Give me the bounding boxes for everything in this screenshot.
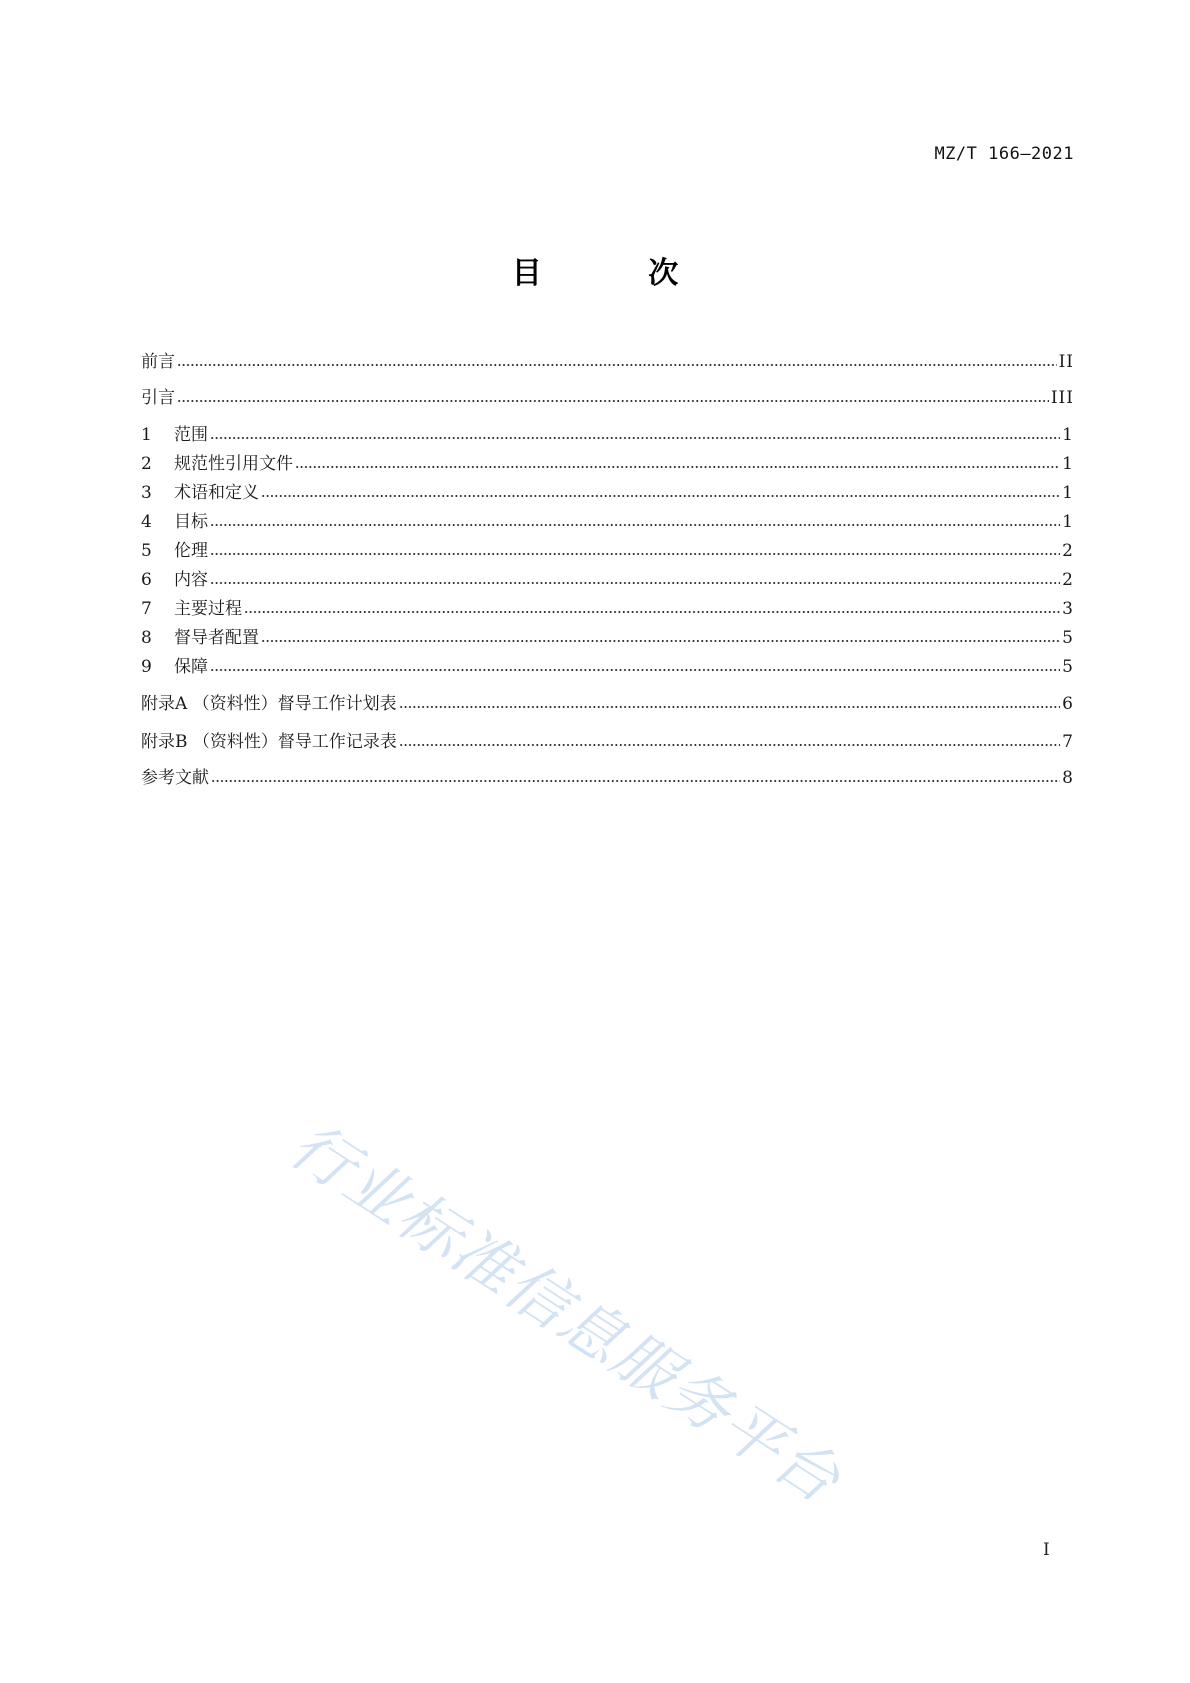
toc-entry-number: 6	[141, 570, 152, 590]
toc-entry-number: 1	[141, 425, 152, 445]
toc-entry-safeguards[interactable]	[141, 655, 1074, 679]
toc-entry-label: 规范性引用文件	[174, 454, 293, 474]
toc-leader-dots	[210, 667, 1060, 673]
toc-entry-page: 1	[1062, 425, 1074, 445]
toc-leader-dots	[261, 493, 1060, 499]
toc-entry-bibliography[interactable]	[141, 766, 1074, 790]
toc-entry-appendix-a[interactable]	[141, 692, 1074, 716]
toc-entry-label: 附录A （资料性）督导工作计划表	[141, 694, 397, 714]
toc-entry-page: III	[1050, 388, 1074, 408]
toc-entry-page: 5	[1062, 628, 1074, 648]
toc-entry-number: 7	[141, 599, 152, 619]
toc-entry-number: 4	[141, 512, 152, 532]
toc-entry-content[interactable]	[141, 568, 1074, 592]
toc-entry-page: 7	[1062, 732, 1074, 752]
toc-leader-dots	[399, 704, 1060, 710]
toc-entry-page: 3	[1062, 599, 1074, 619]
toc-entry-label: 伦理	[174, 541, 208, 561]
toc-entry-page: 2	[1062, 570, 1074, 590]
toc-entry-page: 1	[1062, 483, 1074, 503]
toc-entry-label: 前言	[141, 352, 175, 372]
toc-entry-page: 6	[1062, 694, 1074, 714]
toc-entry-introduction[interactable]	[141, 386, 1074, 410]
toc-entry-ethics[interactable]	[141, 539, 1074, 563]
toc-leader-dots	[211, 778, 1060, 784]
toc-entry-label: 目标	[174, 512, 208, 532]
toc-entry-number: 9	[141, 657, 152, 677]
toc-entry-label: 术语和定义	[174, 483, 259, 503]
toc-entry-number: 8	[141, 628, 152, 648]
toc-entry-page: II	[1058, 352, 1074, 372]
toc-leader-dots	[210, 580, 1060, 586]
toc-leader-dots	[399, 742, 1060, 748]
toc-leader-dots	[177, 362, 1057, 368]
toc-leader-dots	[244, 609, 1060, 615]
toc-leader-dots	[177, 398, 1049, 404]
toc-leader-dots	[261, 638, 1060, 644]
toc-leader-dots	[295, 464, 1060, 470]
toc-entry-page: 1	[1062, 454, 1074, 474]
toc-entry-number: 5	[141, 541, 152, 561]
toc-entry-scope[interactable]	[141, 423, 1074, 447]
toc-entry-terms-definitions[interactable]	[141, 481, 1074, 505]
toc-entry-label: 保障	[174, 657, 208, 677]
toc-leader-dots	[210, 522, 1060, 528]
toc-entry-label: 附录B （资料性）督导工作记录表	[141, 732, 397, 752]
toc-entry-label: 主要过程	[174, 599, 242, 619]
toc-entry-page: 5	[1062, 657, 1074, 677]
toc-entry-label: 内容	[174, 570, 208, 590]
toc-entry-foreword[interactable]	[141, 350, 1074, 374]
toc-entry-supervisor-allocation[interactable]	[141, 626, 1074, 650]
toc-entry-page: 2	[1062, 541, 1074, 561]
toc-entry-label: 范围	[174, 425, 208, 445]
standard-code: MZ/T 166—2021	[934, 144, 1074, 164]
toc-entry-label: 督导者配置	[174, 628, 259, 648]
page-title: 目 次	[511, 256, 727, 291]
watermark: 行业标准信息服务平台	[277, 1108, 854, 1518]
page-number: I	[1043, 1540, 1050, 1560]
toc-entry-number: 3	[141, 483, 152, 503]
toc-leader-dots	[210, 551, 1060, 557]
toc-entry-main-process[interactable]	[141, 597, 1074, 621]
toc-entry-appendix-b[interactable]	[141, 730, 1074, 754]
toc-entry-page: 1	[1062, 512, 1074, 532]
toc-entry-normative-references[interactable]	[141, 452, 1074, 476]
toc-entry-label: 参考文献	[141, 768, 209, 788]
toc-leader-dots	[210, 435, 1060, 441]
toc-entry-objectives[interactable]	[141, 510, 1074, 534]
toc-entry-label: 引言	[141, 388, 175, 408]
toc-entry-number: 2	[141, 454, 152, 474]
toc-entry-page: 8	[1062, 768, 1074, 788]
